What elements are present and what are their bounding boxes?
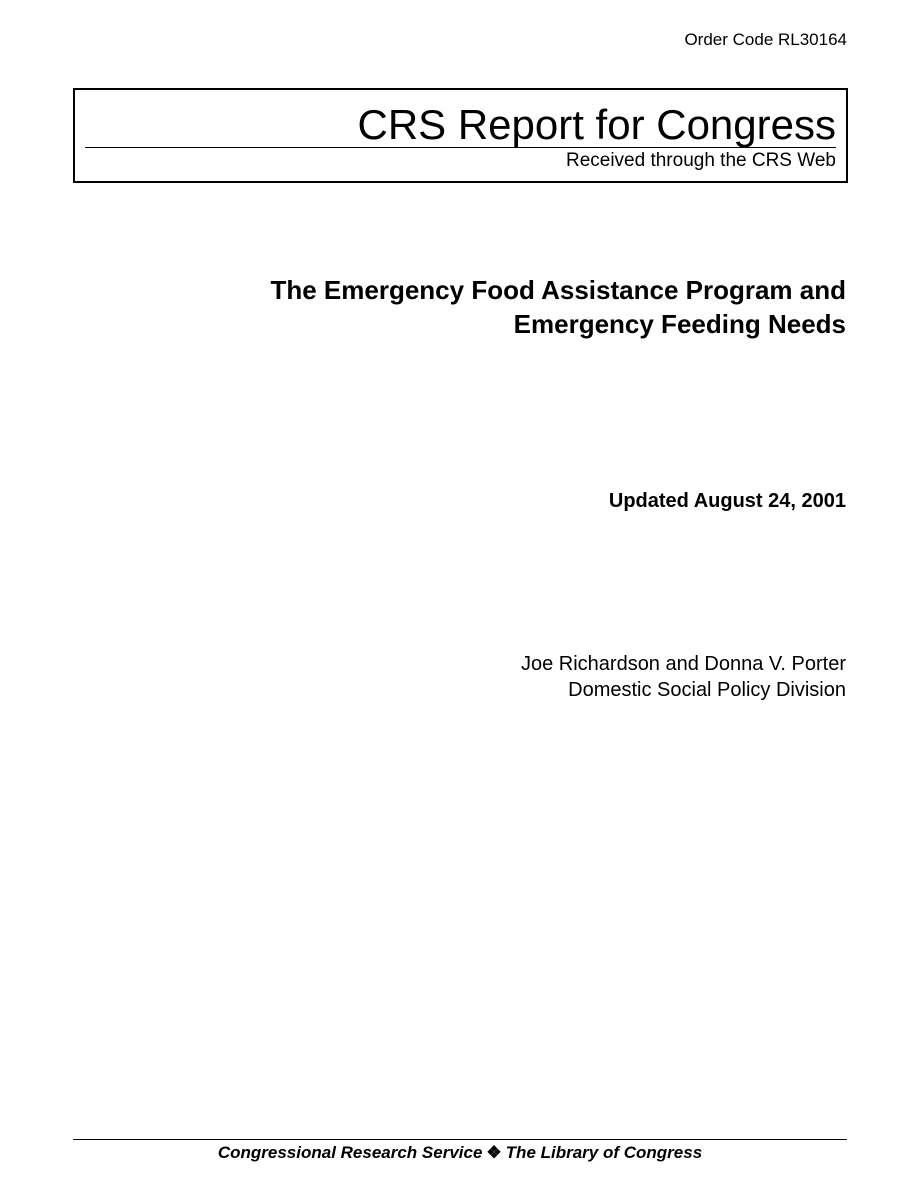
updated-date: Updated August 24, 2001: [608, 490, 846, 512]
report-title: [146, 273, 846, 341]
order-code: Order Code RL30164: [684, 30, 847, 49]
footer: [73, 1143, 847, 1163]
authors-block: [521, 651, 846, 703]
report-title-line-2: Emergency Feeding Needs: [513, 309, 846, 339]
header-subtitle: Received through the CRS Web: [565, 150, 836, 171]
header-box: [73, 88, 848, 183]
footer-left: Congressional Research Service: [217, 1143, 483, 1162]
footer-right: The Library of Congress: [505, 1143, 703, 1162]
author-division: Domestic Social Policy Division: [568, 679, 846, 701]
report-title-line-1: The Emergency Food Assistance Program and: [270, 275, 846, 305]
header-rule: [85, 147, 836, 148]
header-title: CRS Report for Congress: [357, 101, 836, 148]
footer-rule: [73, 1139, 847, 1140]
author-names: Joe Richardson and Donna V. Porter: [520, 653, 846, 675]
footer-separator-icon: ❖: [486, 1143, 502, 1162]
